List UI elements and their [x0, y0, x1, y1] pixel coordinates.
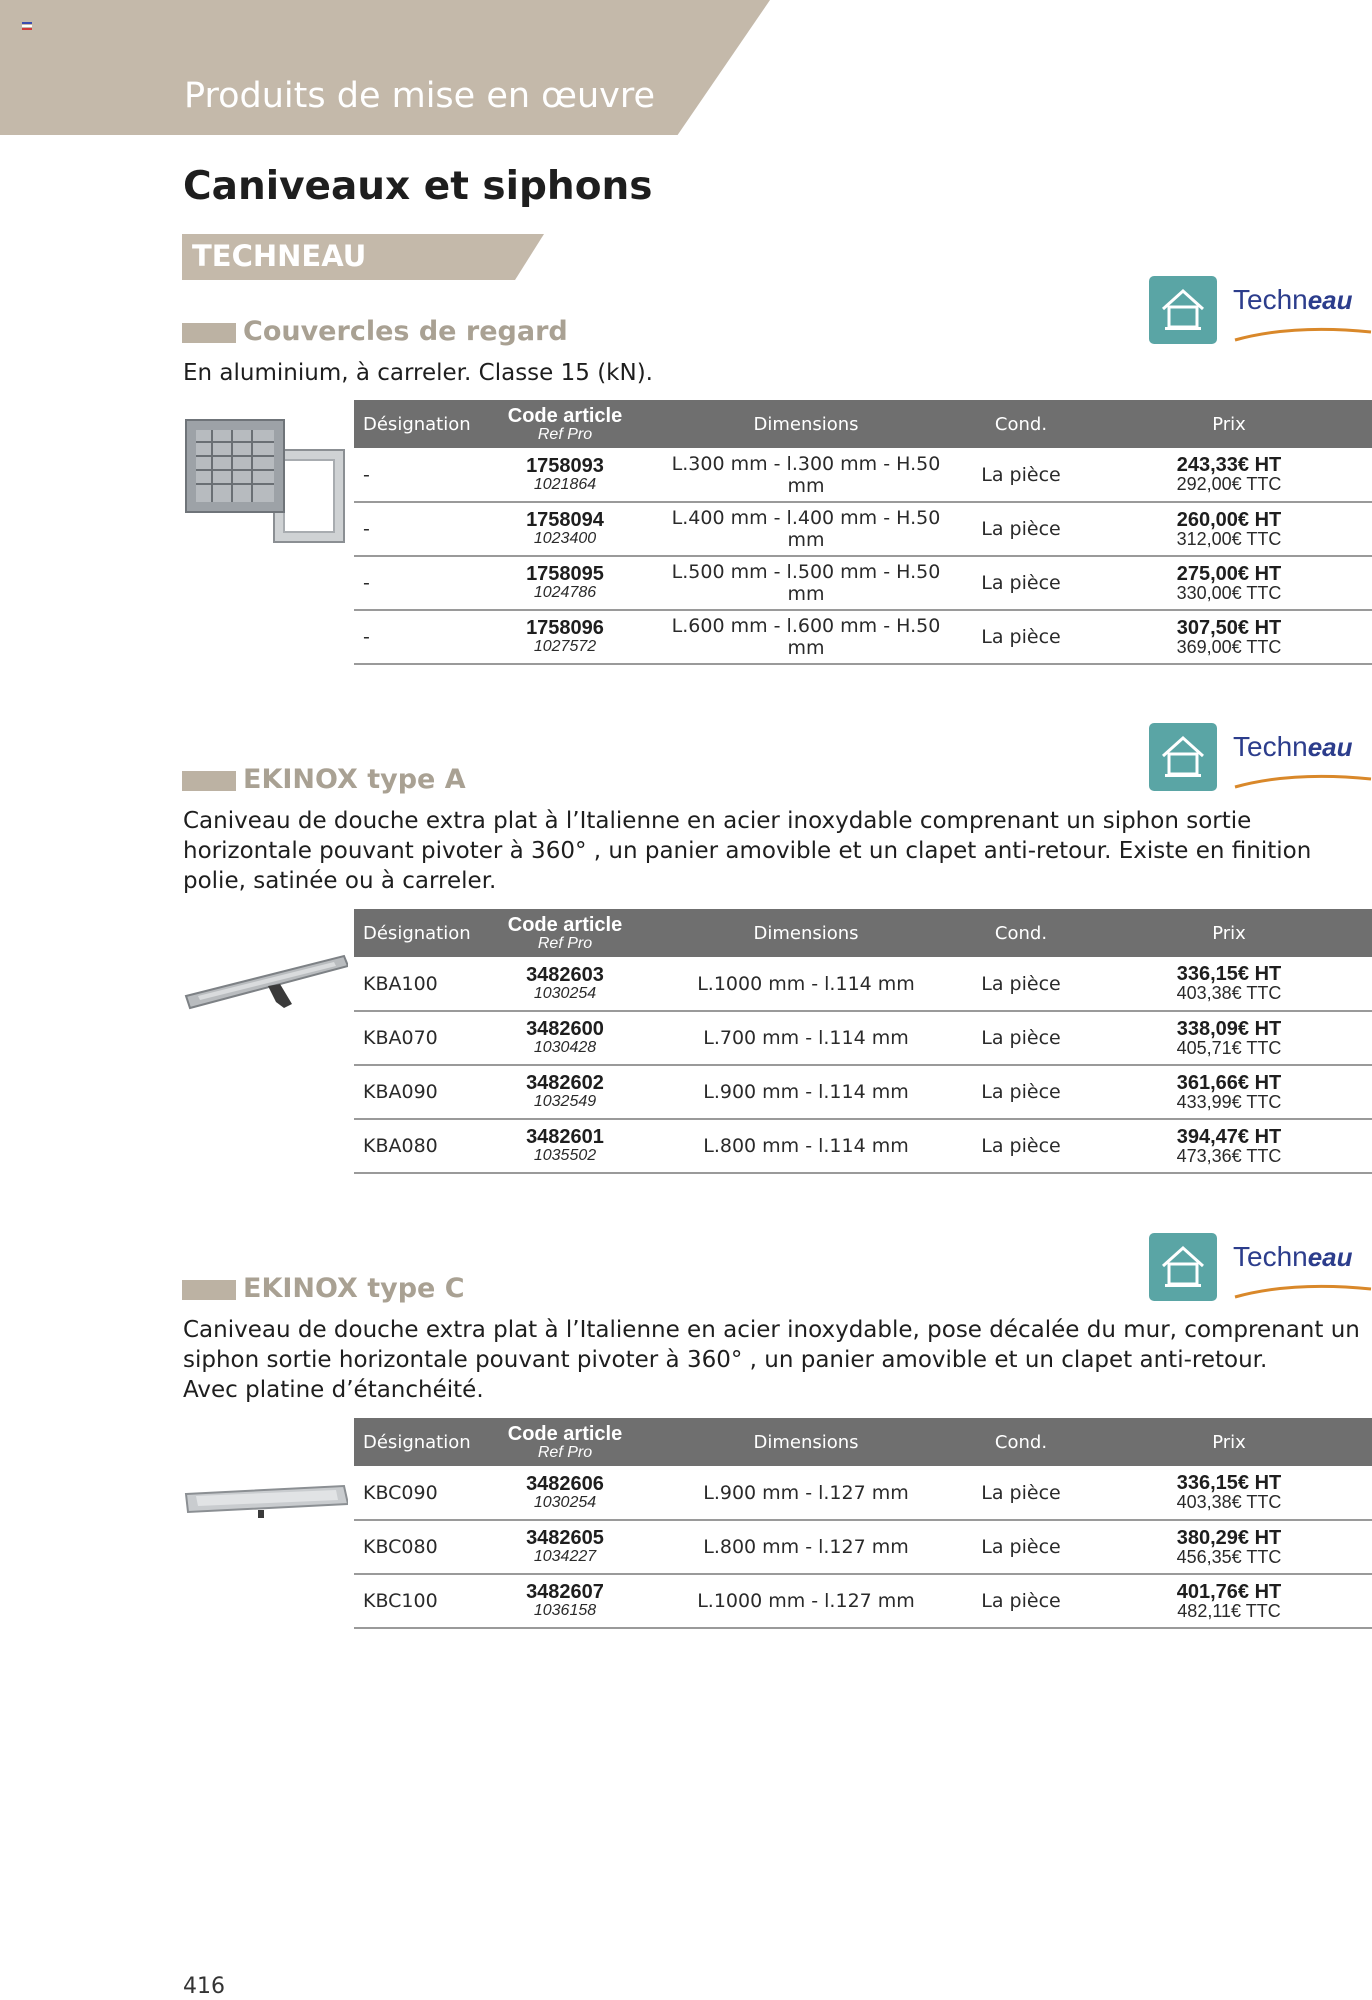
designation-cell: KBC080: [363, 1536, 438, 1558]
table-row: [354, 448, 1372, 502]
section-bar: [182, 323, 236, 343]
cond-cell: La pièce: [981, 463, 1061, 486]
designation-cell: KBA070: [363, 1027, 438, 1049]
brand-label: TECHNEAU: [192, 239, 367, 273]
code-cell: 3482600 1030428: [526, 1018, 604, 1056]
col-designation: Désignation: [363, 1431, 471, 1453]
cond-cell: La pièce: [981, 572, 1061, 594]
designation-cell: KBC090: [363, 1481, 438, 1504]
manhole-cover-image: [184, 418, 346, 546]
designation-cell: KBA100: [363, 972, 438, 995]
dimensions-cell: L.300 mm - l.300 mm - H.50 mm: [671, 452, 941, 497]
price-cell: 338,09€ HT 405,71€ TTC: [1176, 1017, 1282, 1058]
code-cell: 1758095 1024786: [526, 563, 604, 601]
techneau-logo: [1149, 1233, 1372, 1305]
cond-cell: La pièce: [981, 518, 1061, 540]
price-cell: 394,47€ HT 473,36€ TTC: [1176, 1125, 1282, 1166]
col-prix: Prix: [1212, 1431, 1246, 1453]
page-title: Caniveaux et siphons: [183, 164, 653, 209]
section-description: Caniveau de douche extra plat à l’Italienne en acier inoxydable comprenant un siphon sortie horizontale pouvant pivoter à 360° , un panier amovible et un clapet anti-retour. Existe en finition polie, satinée ou à carreler.: [183, 808, 1312, 894]
designation-cell: KBA080: [363, 1135, 438, 1157]
code-cell: 1758094 1023400: [526, 509, 604, 547]
code-cell: 3482606 1030254: [526, 1472, 604, 1511]
col-prix: Prix: [1212, 922, 1246, 944]
swoosh-icon: [1233, 1279, 1372, 1301]
section-bar: [182, 771, 236, 791]
section-title: EKINOX type A: [243, 764, 466, 795]
cond-cell: La pièce: [981, 972, 1061, 995]
section-description: Caniveau de douche extra plat à l’Italienne en acier inoxydable, pose décalée du mur, comprenant un siphon sortie horizontale pouvant pivoter à 360° , un panier amovible et un clapet anti-retour. Avec platine d’étanchéité.: [183, 1317, 1360, 1403]
designation-cell: -: [363, 572, 370, 594]
house-icon: [1149, 723, 1217, 791]
cond-cell: La pièce: [981, 1536, 1061, 1558]
table-row: [354, 1520, 1372, 1574]
dimensions-cell: L.400 mm - l.400 mm - H.50 mm: [671, 507, 941, 551]
product-table: [354, 400, 1372, 665]
price-cell: 380,29€ HT 456,35€ TTC: [1176, 1526, 1282, 1567]
table-header: [354, 909, 1372, 957]
header-title: Produits de mise en œuvre: [184, 76, 656, 116]
dimensions-cell: L.1000 mm - l.114 mm: [697, 972, 915, 995]
col-code: Code article Ref Pro: [507, 913, 623, 952]
dimensions-cell: L.1000 mm - l.127 mm: [697, 1590, 915, 1612]
cond-cell: La pièce: [981, 1481, 1061, 1504]
drain-channel-image: [184, 950, 348, 1022]
table-header: [354, 1418, 1372, 1466]
techneau-logo: [1149, 723, 1372, 795]
cond-cell: La pièce: [981, 1135, 1061, 1157]
code-cell: 1758093 1021864: [526, 454, 604, 493]
col-cond: Cond.: [994, 1431, 1048, 1453]
cond-cell: La pièce: [981, 1590, 1061, 1612]
cond-cell: La pièce: [981, 626, 1061, 648]
col-cond: Cond.: [994, 922, 1048, 944]
logo-text: Techneau: [1233, 284, 1353, 315]
drain-channel-image: [184, 1482, 348, 1520]
code-cell: 1758096 1027572: [526, 617, 604, 655]
dimensions-cell: L.700 mm - l.114 mm: [703, 1027, 909, 1049]
code-cell: 3482602 1032549: [526, 1072, 604, 1110]
designation-cell: -: [363, 626, 370, 648]
section-bar: [182, 1280, 236, 1300]
col-designation: Désignation: [363, 413, 471, 435]
price-cell: 336,15€ HT 403,38€ TTC: [1176, 1472, 1282, 1512]
product-table: [354, 909, 1372, 1174]
section-title: EKINOX type C: [243, 1273, 465, 1304]
col-code: Code article Ref Pro: [507, 1422, 623, 1461]
swoosh-icon: [1233, 322, 1372, 344]
price-cell: 260,00€ HT 312,00€ TTC: [1176, 508, 1282, 549]
code-cell: 3482605 1034227: [526, 1527, 604, 1565]
cond-cell: La pièce: [981, 1081, 1061, 1103]
col-dimensions: Dimensions: [753, 1431, 859, 1453]
dimensions-cell: L.600 mm - l.600 mm - H.50 mm: [671, 615, 941, 659]
designation-cell: KBA090: [363, 1081, 438, 1103]
table-row: [354, 1574, 1372, 1628]
dimensions-cell: L.800 mm - l.114 mm: [703, 1135, 909, 1157]
col-prix: Prix: [1212, 413, 1246, 435]
col-designation: Désignation: [363, 922, 471, 944]
col-dimensions: Dimensions: [753, 922, 859, 944]
swoosh-icon: [1233, 769, 1372, 791]
table-row: [354, 957, 1372, 1011]
flag-icon: [22, 22, 32, 30]
house-icon: [1149, 276, 1217, 344]
price-cell: 361,66€ HT 433,99€ TTC: [1176, 1071, 1282, 1112]
code-cell: 3482603 1030254: [526, 963, 604, 1002]
table-row: [354, 1011, 1372, 1065]
designation-cell: -: [363, 463, 370, 486]
dimensions-cell: L.900 mm - l.127 mm: [703, 1481, 909, 1504]
section-description: En aluminium, à carreler. Classe 15 (kN).: [183, 360, 653, 386]
table-row: [354, 1065, 1372, 1119]
designation-cell: KBC100: [363, 1590, 438, 1612]
price-cell: 243,33€ HT 292,00€ TTC: [1176, 454, 1282, 494]
col-code: Code article Ref Pro: [507, 404, 623, 443]
price-cell: 307,50€ HT 369,00€ TTC: [1176, 616, 1282, 657]
price-cell: 336,15€ HT 403,38€ TTC: [1176, 963, 1282, 1003]
price-cell: 275,00€ HT 330,00€ TTC: [1176, 562, 1282, 603]
price-cell: 401,76€ HT 482,11€ TTC: [1176, 1580, 1282, 1621]
col-dimensions: Dimensions: [753, 413, 859, 435]
dimensions-cell: L.800 mm - l.127 mm: [703, 1536, 909, 1558]
designation-cell: -: [363, 518, 370, 540]
code-cell: 3482607 1036158: [526, 1581, 604, 1619]
dimensions-cell: L.500 mm - l.500 mm - H.50 mm: [671, 561, 941, 605]
dimensions-cell: L.900 mm - l.114 mm: [703, 1081, 909, 1103]
section-title: Couvercles de regard: [243, 316, 568, 347]
table-row: [354, 1119, 1372, 1173]
page-number: 416: [183, 1974, 225, 1999]
table-row: [354, 1466, 1372, 1520]
logo-text: Techneau: [1233, 1241, 1353, 1272]
techneau-logo: [1149, 276, 1372, 348]
house-icon: [1149, 1233, 1217, 1301]
product-table: [354, 1418, 1372, 1629]
table-row: [354, 610, 1372, 664]
table-row: [354, 502, 1372, 556]
cond-cell: La pièce: [981, 1027, 1061, 1049]
table-header: [354, 400, 1372, 448]
col-cond: Cond.: [994, 413, 1048, 435]
table-row: [354, 556, 1372, 610]
logo-text: Techneau: [1233, 731, 1353, 762]
code-cell: 3482601 1035502: [526, 1126, 604, 1164]
